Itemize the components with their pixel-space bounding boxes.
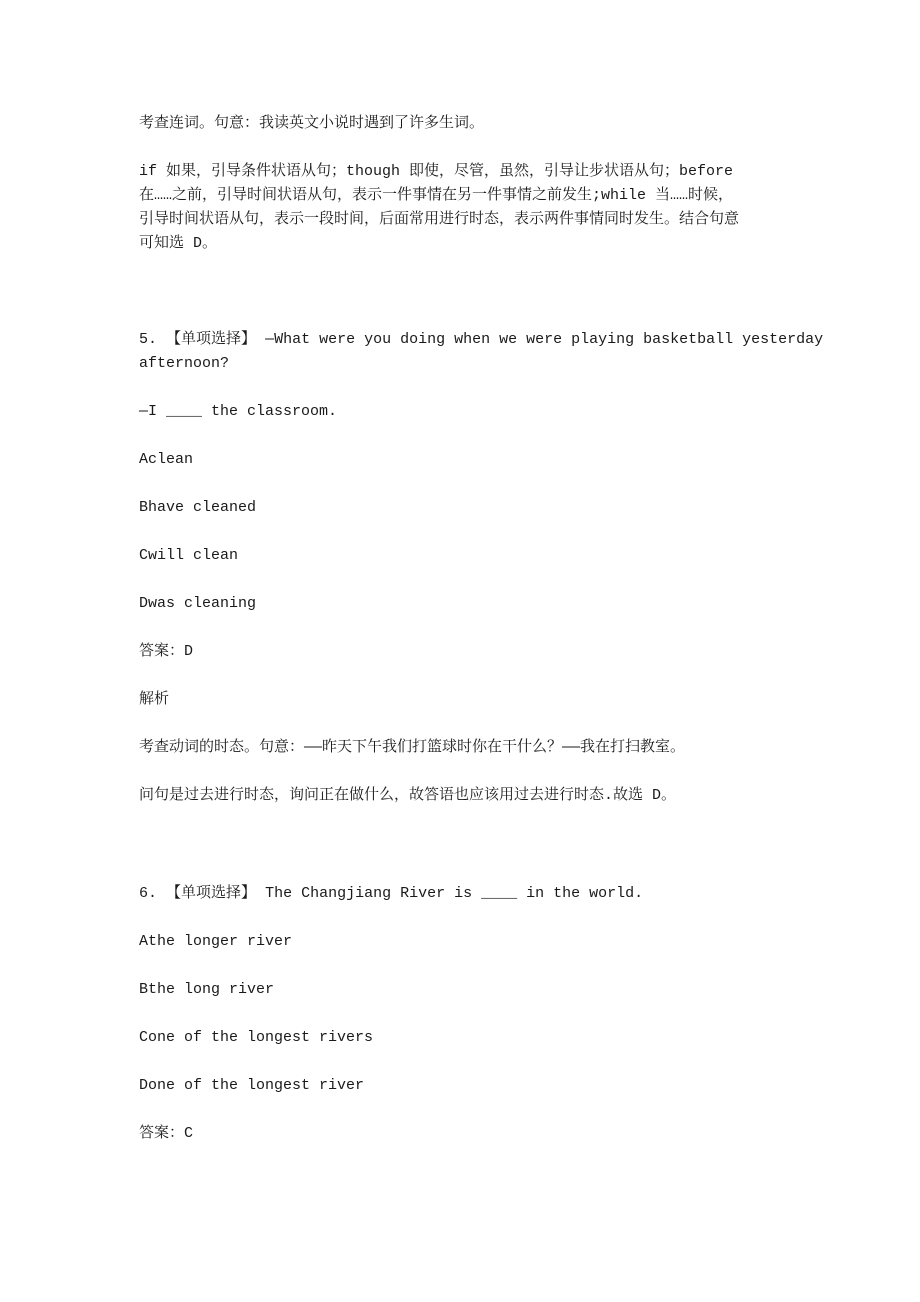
question-6-option-c (139, 1026, 373, 1050)
prev-analysis-para-line-2: 在……之前，引导时间状语从句，表示一件事情在另一件事情之前发生;while 当……时候， (139, 187, 734, 204)
option-text: clean (148, 451, 194, 468)
question-type-tag: 【单项选择】 (166, 331, 257, 348)
option-letter: D (139, 1077, 149, 1094)
question-5-analysis-line-2: 问句是过去进行时态，询问正在做什么，故答语也应该用过去进行时态.故选 D。 (139, 787, 677, 804)
option-letter: A (139, 451, 149, 468)
option-letter: D (139, 595, 149, 612)
question-stem-text: The Changjiang River is ____ in the world. (265, 885, 644, 902)
question-5-stem (139, 328, 823, 352)
option-text: the longer river (148, 933, 293, 950)
option-letter: C (139, 547, 149, 564)
answer-label: 答案： (139, 1125, 185, 1142)
question-5-option-d (139, 592, 256, 616)
question-5-option-b (139, 496, 256, 520)
question-5-option-a (139, 448, 193, 472)
question-5-analysis-label: 解析 (139, 691, 170, 708)
question-5-analysis-line-1: 考查动词的时态。句意：——昨天下午我们打篮球时你在干什么？——我在打扫教室。 (139, 739, 686, 756)
option-letter: B (139, 981, 149, 998)
answer-value: D (184, 643, 194, 660)
question-type-tag: 【单项选择】 (166, 885, 257, 902)
option-letter: B (139, 499, 149, 516)
question-number: 5. (139, 331, 158, 348)
option-text: will clean (148, 547, 239, 564)
option-letter: C (139, 1029, 149, 1046)
question-5-answer (139, 640, 193, 664)
question-stem-text: —What were you doing when we were playing basketball yesterday (265, 331, 824, 348)
option-text: one of the longest rivers (148, 1029, 374, 1046)
question-5-option-c (139, 544, 238, 568)
prev-analysis-para-line-1: if 如果，引导条件状语从句；though 即使，尽管，虽然，引导让步状语从句；before (139, 163, 734, 180)
option-text: one of the longest river (148, 1077, 365, 1094)
question-6-option-d (139, 1074, 364, 1098)
question-5-stem-continued: afternoon? (139, 355, 230, 372)
prev-analysis-line: 考查连词。句意：我读英文小说时遇到了许多生词。 (139, 115, 485, 132)
option-text: the long river (148, 981, 275, 998)
answer-label: 答案： (139, 643, 185, 660)
question-5-reply: —I ____ the classroom. (139, 403, 338, 420)
prev-analysis-para-line-4: 可知选 D。 (139, 235, 218, 252)
option-text: have cleaned (148, 499, 257, 516)
question-6-option-a (139, 930, 292, 954)
question-number: 6. (139, 885, 158, 902)
question-6-answer (139, 1122, 193, 1146)
option-text: was cleaning (148, 595, 257, 612)
option-letter: A (139, 933, 149, 950)
answer-value: C (184, 1125, 194, 1142)
question-6-option-b (139, 978, 274, 1002)
prev-analysis-para-line-3: 引导时间状语从句，表示一段时间，后面常用进行时态，表示两件事情同时发生。结合句意 (139, 211, 740, 228)
question-6-stem (139, 882, 643, 906)
